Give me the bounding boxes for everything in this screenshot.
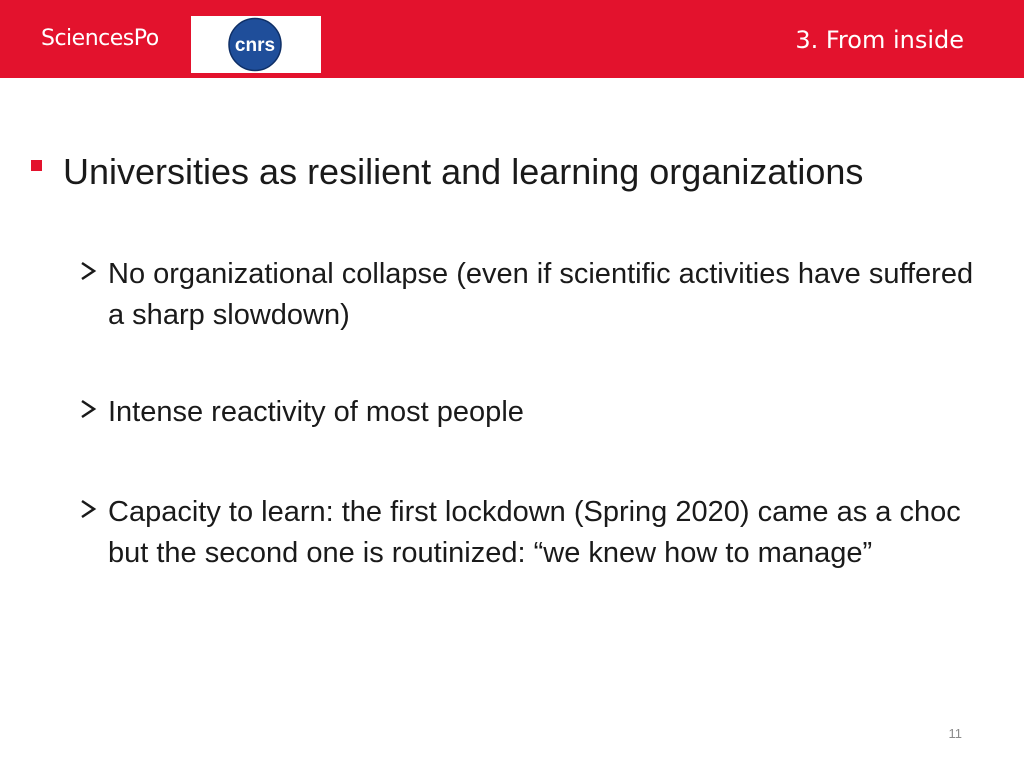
sub-bullet-item — [78, 392, 978, 433]
sub-bullet-text: Capacity to learn: the first lockdown (Spring 2020) came as a choc but the second one is routinized: “we knew how to manage” — [108, 496, 961, 569]
page-number: 11 — [948, 726, 962, 741]
arrow-bullet-icon — [78, 498, 100, 520]
sub-bullet-text: Intense reactivity of most people — [108, 396, 524, 428]
arrow-bullet-icon — [78, 260, 100, 282]
cnrs-logo — [191, 16, 321, 73]
cnrs-logo-icon — [191, 16, 321, 73]
cnrs-logo-text: cnrs — [234, 35, 276, 56]
sciencespo-logo: SciencesPo — [41, 26, 159, 51]
sub-bullet-item — [78, 492, 978, 574]
sub-bullet-item — [78, 254, 978, 336]
arrow-bullet-icon — [78, 398, 100, 420]
square-bullet-icon — [31, 160, 42, 171]
main-bullet-text: Universities as resilient and learning organizations — [63, 151, 864, 192]
section-title: 3. From inside — [795, 26, 964, 54]
sub-bullet-text: No organizational collapse (even if scientific activities have suffered a sharp slowdown) — [108, 258, 974, 331]
header-bar — [0, 0, 1024, 78]
